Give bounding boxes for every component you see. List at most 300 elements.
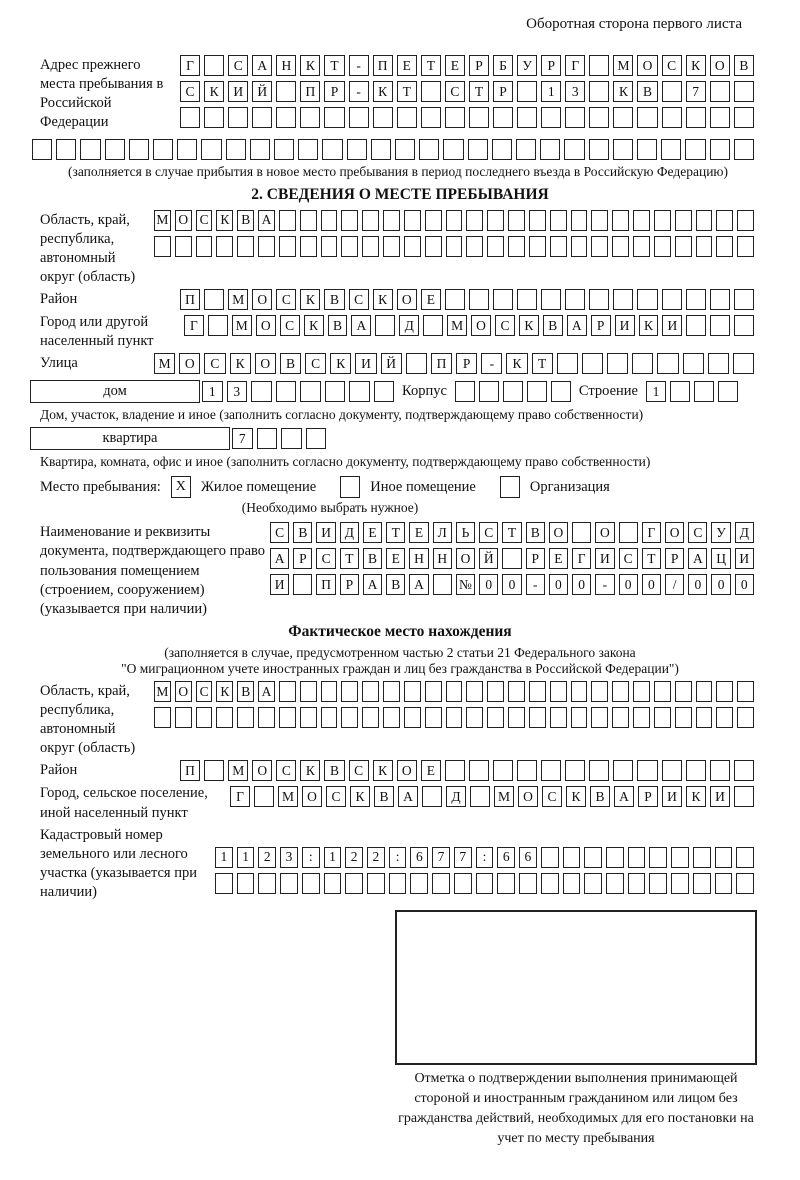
form-cell bbox=[654, 681, 671, 702]
form-cell: У bbox=[517, 55, 537, 76]
form-cell bbox=[237, 707, 254, 728]
form-cell: Р bbox=[541, 55, 561, 76]
form-cell bbox=[421, 107, 441, 128]
form-cell bbox=[737, 681, 754, 702]
form-cell: Д bbox=[735, 522, 754, 543]
form-cell bbox=[628, 873, 646, 894]
form-cell bbox=[734, 760, 754, 781]
form-cell bbox=[613, 107, 633, 128]
form-cell: В bbox=[237, 681, 254, 702]
form-cell bbox=[422, 786, 442, 807]
form-cell: М bbox=[154, 210, 171, 231]
form-cell: 1 bbox=[215, 847, 233, 868]
form-cell bbox=[686, 289, 706, 310]
prev-address-row-3 bbox=[178, 107, 756, 128]
form-cell bbox=[300, 681, 317, 702]
form-cell bbox=[508, 707, 525, 728]
form-cell bbox=[710, 289, 730, 310]
form-cell: С bbox=[270, 522, 289, 543]
region-grid bbox=[152, 210, 756, 257]
form-cell: Р bbox=[665, 548, 684, 569]
stay-type-option-residential: Жилое помещение bbox=[200, 478, 317, 495]
form-cell: С bbox=[619, 548, 638, 569]
form-cell bbox=[226, 139, 246, 160]
form-cell: А bbox=[688, 548, 707, 569]
form-cell bbox=[215, 873, 233, 894]
form-cell: 0 bbox=[572, 574, 591, 595]
form-cell: С bbox=[180, 81, 200, 102]
form-cell bbox=[445, 107, 465, 128]
form-cell: О bbox=[637, 55, 657, 76]
street-field bbox=[40, 353, 800, 374]
form-cell: Е bbox=[445, 55, 465, 76]
form-cell bbox=[675, 681, 692, 702]
korpus-label: Корпус bbox=[402, 383, 447, 400]
form-cell: Д bbox=[446, 786, 466, 807]
form-cell bbox=[479, 381, 499, 402]
form-cell: - bbox=[481, 353, 502, 374]
form-cell bbox=[487, 707, 504, 728]
form-cell bbox=[633, 707, 650, 728]
form-cell bbox=[540, 139, 560, 160]
form-cell: С bbox=[542, 786, 562, 807]
form-cell bbox=[694, 381, 714, 402]
actual-region-field bbox=[40, 681, 800, 759]
form-cell bbox=[493, 760, 513, 781]
form-cell bbox=[564, 139, 584, 160]
form-cell bbox=[686, 315, 706, 336]
form-cell bbox=[204, 55, 224, 76]
form-cell bbox=[347, 139, 367, 160]
form-cell bbox=[550, 210, 567, 231]
form-cell bbox=[550, 681, 567, 702]
form-cell bbox=[589, 55, 609, 76]
form-cell: М bbox=[278, 786, 298, 807]
form-cell bbox=[718, 381, 738, 402]
form-cell bbox=[345, 873, 363, 894]
form-cell: К bbox=[506, 353, 527, 374]
form-cell: - bbox=[526, 574, 545, 595]
form-cell bbox=[300, 236, 317, 257]
form-cell bbox=[446, 681, 463, 702]
form-cell bbox=[693, 873, 711, 894]
form-cell bbox=[302, 873, 320, 894]
form-cell bbox=[628, 847, 646, 868]
form-cell bbox=[612, 681, 629, 702]
form-cell: Р bbox=[324, 81, 344, 102]
form-cell: Т bbox=[502, 522, 521, 543]
form-cell bbox=[529, 210, 546, 231]
form-cell bbox=[589, 107, 609, 128]
form-cell bbox=[734, 289, 754, 310]
form-cell bbox=[375, 315, 395, 336]
form-cell bbox=[404, 707, 421, 728]
form-cell bbox=[649, 873, 667, 894]
form-cell bbox=[715, 873, 733, 894]
form-cell: И bbox=[662, 786, 682, 807]
form-cell: В bbox=[324, 289, 344, 310]
form-cell bbox=[404, 236, 421, 257]
form-cell: В bbox=[293, 522, 312, 543]
form-cell: С bbox=[276, 760, 296, 781]
form-cell bbox=[716, 236, 733, 257]
form-cell: О bbox=[471, 315, 491, 336]
district-row bbox=[178, 289, 756, 310]
form-cell bbox=[341, 681, 358, 702]
form-cell bbox=[258, 873, 276, 894]
form-cell bbox=[563, 847, 581, 868]
form-cell bbox=[633, 210, 650, 231]
form-cell bbox=[362, 210, 379, 231]
form-cell bbox=[734, 786, 754, 807]
form-cell bbox=[503, 381, 523, 402]
form-cell bbox=[325, 381, 346, 402]
form-cell bbox=[572, 522, 591, 543]
form-cell bbox=[661, 139, 681, 160]
form-cell bbox=[584, 847, 602, 868]
form-cell: В bbox=[363, 548, 382, 569]
form-cell: Й bbox=[381, 353, 402, 374]
house-note: Дом, участок, владение и иное (заполнить согласно документу, подтверждающему право собственности) bbox=[40, 407, 644, 423]
form-cell: С bbox=[349, 289, 369, 310]
form-cell bbox=[527, 381, 547, 402]
form-cell bbox=[274, 139, 294, 160]
actual-city-field bbox=[40, 783, 800, 822]
form-cell: Г bbox=[180, 55, 200, 76]
form-cell: П bbox=[180, 760, 200, 781]
document-field bbox=[40, 522, 800, 619]
form-cell bbox=[696, 210, 713, 231]
form-cell: Е bbox=[549, 548, 568, 569]
form-cell: Е bbox=[386, 548, 405, 569]
form-cell: - bbox=[349, 81, 369, 102]
form-cell: К bbox=[373, 289, 393, 310]
actual-region-label: Область, край, республика, автономный округ (область) bbox=[40, 682, 136, 757]
house-box-label: дом bbox=[30, 380, 200, 403]
form-cell bbox=[406, 353, 427, 374]
stroenie-label: Строение bbox=[578, 383, 638, 400]
form-cell bbox=[589, 139, 609, 160]
form-cell bbox=[196, 707, 213, 728]
form-cell bbox=[177, 139, 197, 160]
form-cell bbox=[516, 139, 536, 160]
city-field bbox=[40, 312, 800, 351]
form-cell bbox=[321, 707, 338, 728]
form-cell: А bbox=[567, 315, 587, 336]
form-cell bbox=[324, 107, 344, 128]
form-cell bbox=[404, 681, 421, 702]
form-cell: : bbox=[302, 847, 320, 868]
form-cell: К bbox=[300, 289, 320, 310]
form-cell bbox=[517, 107, 537, 128]
form-cell bbox=[341, 210, 358, 231]
stroenie-cells bbox=[644, 381, 740, 402]
form-cell bbox=[734, 139, 754, 160]
form-cell bbox=[606, 847, 624, 868]
form-cell: С bbox=[196, 210, 213, 231]
form-cell: 0 bbox=[642, 574, 661, 595]
form-cell bbox=[180, 107, 200, 128]
form-cell bbox=[397, 107, 417, 128]
cadastral-row-1 bbox=[213, 847, 756, 868]
form-cell: И bbox=[710, 786, 730, 807]
form-cell bbox=[541, 847, 559, 868]
form-cell: О bbox=[549, 522, 568, 543]
form-cell bbox=[654, 210, 671, 231]
cadastral-field bbox=[40, 825, 800, 903]
form-cell bbox=[619, 522, 638, 543]
form-cell: А bbox=[258, 681, 275, 702]
form-cell: Н bbox=[409, 548, 428, 569]
form-cell: Р bbox=[591, 315, 611, 336]
form-cell: С bbox=[316, 548, 335, 569]
form-cell: С bbox=[349, 760, 369, 781]
city-grid bbox=[182, 312, 756, 336]
form-cell bbox=[257, 428, 278, 449]
form-cell: Г bbox=[230, 786, 250, 807]
form-cell bbox=[487, 210, 504, 231]
form-cell bbox=[56, 139, 76, 160]
document-row-1 bbox=[268, 522, 756, 543]
form-cell: М bbox=[154, 353, 175, 374]
form-cell bbox=[433, 574, 452, 595]
form-cell: А bbox=[409, 574, 428, 595]
form-cell bbox=[201, 139, 221, 160]
form-cell bbox=[716, 681, 733, 702]
form-cell: В bbox=[324, 760, 344, 781]
form-cell: Т bbox=[421, 55, 441, 76]
form-cell bbox=[662, 81, 682, 102]
form-cell bbox=[445, 760, 465, 781]
form-cell: - bbox=[349, 55, 369, 76]
form-cell: 2 bbox=[367, 847, 385, 868]
form-cell: 7 bbox=[686, 81, 706, 102]
form-cell: К bbox=[519, 315, 539, 336]
form-cell bbox=[445, 289, 465, 310]
form-cell bbox=[529, 681, 546, 702]
form-cell: М bbox=[154, 681, 171, 702]
form-cell bbox=[696, 681, 713, 702]
form-cell: 0 bbox=[549, 574, 568, 595]
form-cell bbox=[683, 353, 704, 374]
form-cell bbox=[612, 236, 629, 257]
form-cell bbox=[493, 107, 513, 128]
form-cell bbox=[737, 210, 754, 231]
form-cell: И bbox=[615, 315, 635, 336]
form-cell bbox=[492, 139, 512, 160]
form-cell: К bbox=[686, 55, 706, 76]
form-cell: 6 bbox=[497, 847, 515, 868]
form-cell: К bbox=[304, 315, 324, 336]
form-cell bbox=[421, 81, 441, 102]
form-cell: В bbox=[328, 315, 348, 336]
form-cell bbox=[204, 289, 224, 310]
form-cell: И bbox=[355, 353, 376, 374]
region-field bbox=[40, 210, 800, 288]
cadastral-label: Кадастровый номер земельного или лесного участка (указывается при наличии) bbox=[40, 826, 197, 900]
form-cell bbox=[716, 210, 733, 231]
form-cell bbox=[410, 873, 428, 894]
actual-region-grid bbox=[152, 681, 756, 728]
form-cell bbox=[571, 236, 588, 257]
actual-region-row-1 bbox=[152, 681, 756, 702]
form-cell bbox=[469, 760, 489, 781]
form-cell: : bbox=[476, 847, 494, 868]
form-cell bbox=[432, 873, 450, 894]
form-cell bbox=[551, 381, 571, 402]
district-label: Район bbox=[40, 291, 78, 307]
form-cell bbox=[258, 707, 275, 728]
form-cell bbox=[254, 786, 274, 807]
form-cell: : bbox=[389, 847, 407, 868]
form-cell: А bbox=[614, 786, 634, 807]
form-cell: М bbox=[228, 760, 248, 781]
form-cell bbox=[216, 236, 233, 257]
form-cell: 1 bbox=[237, 847, 255, 868]
form-cell bbox=[196, 236, 213, 257]
form-cell bbox=[349, 381, 370, 402]
form-cell bbox=[373, 107, 393, 128]
stay-type-row bbox=[40, 476, 800, 498]
form-cell: С bbox=[196, 681, 213, 702]
form-cell: П bbox=[431, 353, 452, 374]
form-cell bbox=[276, 81, 296, 102]
form-cell: О bbox=[175, 681, 192, 702]
form-cell bbox=[279, 236, 296, 257]
form-cell bbox=[591, 236, 608, 257]
form-cell bbox=[710, 139, 730, 160]
form-cell bbox=[571, 707, 588, 728]
form-cell bbox=[300, 707, 317, 728]
form-cell bbox=[582, 353, 603, 374]
form-cell bbox=[571, 210, 588, 231]
form-cell: М bbox=[494, 786, 514, 807]
form-cell bbox=[589, 760, 609, 781]
form-cell bbox=[306, 428, 327, 449]
form-cell: Н bbox=[433, 548, 452, 569]
form-cell bbox=[425, 210, 442, 231]
form-cell bbox=[324, 873, 342, 894]
form-cell: Й bbox=[479, 548, 498, 569]
form-cell: 0 bbox=[688, 574, 707, 595]
form-cell bbox=[529, 236, 546, 257]
street-row bbox=[152, 353, 756, 374]
form-cell bbox=[541, 289, 561, 310]
form-cell: И bbox=[316, 522, 335, 543]
form-cell: Р bbox=[456, 353, 477, 374]
form-cell bbox=[612, 210, 629, 231]
form-cell: К bbox=[566, 786, 586, 807]
form-cell bbox=[300, 381, 321, 402]
form-cell bbox=[446, 236, 463, 257]
form-cell bbox=[455, 381, 475, 402]
form-cell: П bbox=[180, 289, 200, 310]
city-row bbox=[182, 315, 756, 336]
stay-type-checkbox-residential: X bbox=[171, 476, 191, 498]
form-cell bbox=[341, 707, 358, 728]
form-cell: У bbox=[711, 522, 730, 543]
actual-city-grid bbox=[228, 783, 756, 807]
form-cell bbox=[550, 236, 567, 257]
form-cell: О bbox=[256, 315, 276, 336]
form-cell bbox=[129, 139, 149, 160]
district-field bbox=[40, 289, 800, 310]
apartment-row bbox=[30, 427, 756, 450]
actual-location-title: Фактическое место нахождения bbox=[288, 622, 512, 640]
form-cell bbox=[708, 353, 729, 374]
stay-type-checkbox-other bbox=[340, 476, 360, 498]
form-cell bbox=[383, 707, 400, 728]
stamp-note: Отметка о подтверждении выполнения принимающей стороной и иностранным гражданином или лицом без гражданства действий, необходимых для его постановки на учет по месту пребывания bbox=[398, 1071, 754, 1146]
form-cell: М bbox=[613, 55, 633, 76]
form-cell: С bbox=[445, 81, 465, 102]
form-cell: В bbox=[237, 210, 254, 231]
form-cell: В bbox=[590, 786, 610, 807]
form-cell: О bbox=[175, 210, 192, 231]
form-cell: Т bbox=[397, 81, 417, 102]
form-cell bbox=[383, 681, 400, 702]
korpus-cells bbox=[453, 381, 573, 402]
form-cell bbox=[734, 107, 754, 128]
form-cell bbox=[686, 107, 706, 128]
form-cell: А bbox=[363, 574, 382, 595]
form-cell bbox=[737, 707, 754, 728]
cadastral-row-2 bbox=[213, 873, 756, 894]
form-cell bbox=[258, 236, 275, 257]
form-cell: 0 bbox=[502, 574, 521, 595]
form-cell bbox=[565, 107, 585, 128]
form-cell bbox=[237, 873, 255, 894]
form-cell: А bbox=[252, 55, 272, 76]
form-cell bbox=[693, 847, 711, 868]
form-cell bbox=[497, 873, 515, 894]
region-label: Область, край, республика, автономный округ (область) bbox=[40, 211, 136, 285]
form-cell bbox=[228, 107, 248, 128]
actual-district-row bbox=[178, 760, 756, 781]
form-cell: Е bbox=[409, 522, 428, 543]
form-cell bbox=[632, 353, 653, 374]
district-grid bbox=[178, 289, 756, 310]
form-cell bbox=[470, 786, 490, 807]
form-cell bbox=[675, 707, 692, 728]
form-cell: В bbox=[734, 55, 754, 76]
house-number-cells bbox=[200, 381, 396, 402]
actual-location-note-1: (заполняется в случае, предусмотренном частью 2 статьи 21 Федерального закона bbox=[164, 644, 636, 660]
form-cell bbox=[374, 381, 395, 402]
form-cell bbox=[466, 236, 483, 257]
form-cell bbox=[395, 139, 415, 160]
form-cell bbox=[662, 760, 682, 781]
form-cell bbox=[216, 707, 233, 728]
form-cell: 3 bbox=[280, 847, 298, 868]
form-cell: № bbox=[456, 574, 475, 595]
form-cell bbox=[469, 289, 489, 310]
form-cell: А bbox=[351, 315, 371, 336]
prev-address-grid bbox=[178, 55, 756, 128]
form-cell: Т bbox=[532, 353, 553, 374]
form-cell bbox=[607, 353, 628, 374]
form-cell bbox=[251, 381, 272, 402]
form-cell: Р bbox=[638, 786, 658, 807]
form-cell bbox=[425, 681, 442, 702]
actual-location-note-2: "О миграционном учете иностранных граждан и лиц без гражданства в Российской Федерации") bbox=[121, 660, 679, 676]
form-cell: А bbox=[258, 210, 275, 231]
form-cell bbox=[736, 873, 754, 894]
form-cell bbox=[276, 381, 297, 402]
form-cell: С bbox=[204, 353, 225, 374]
form-cell: К bbox=[300, 55, 320, 76]
form-cell bbox=[469, 107, 489, 128]
